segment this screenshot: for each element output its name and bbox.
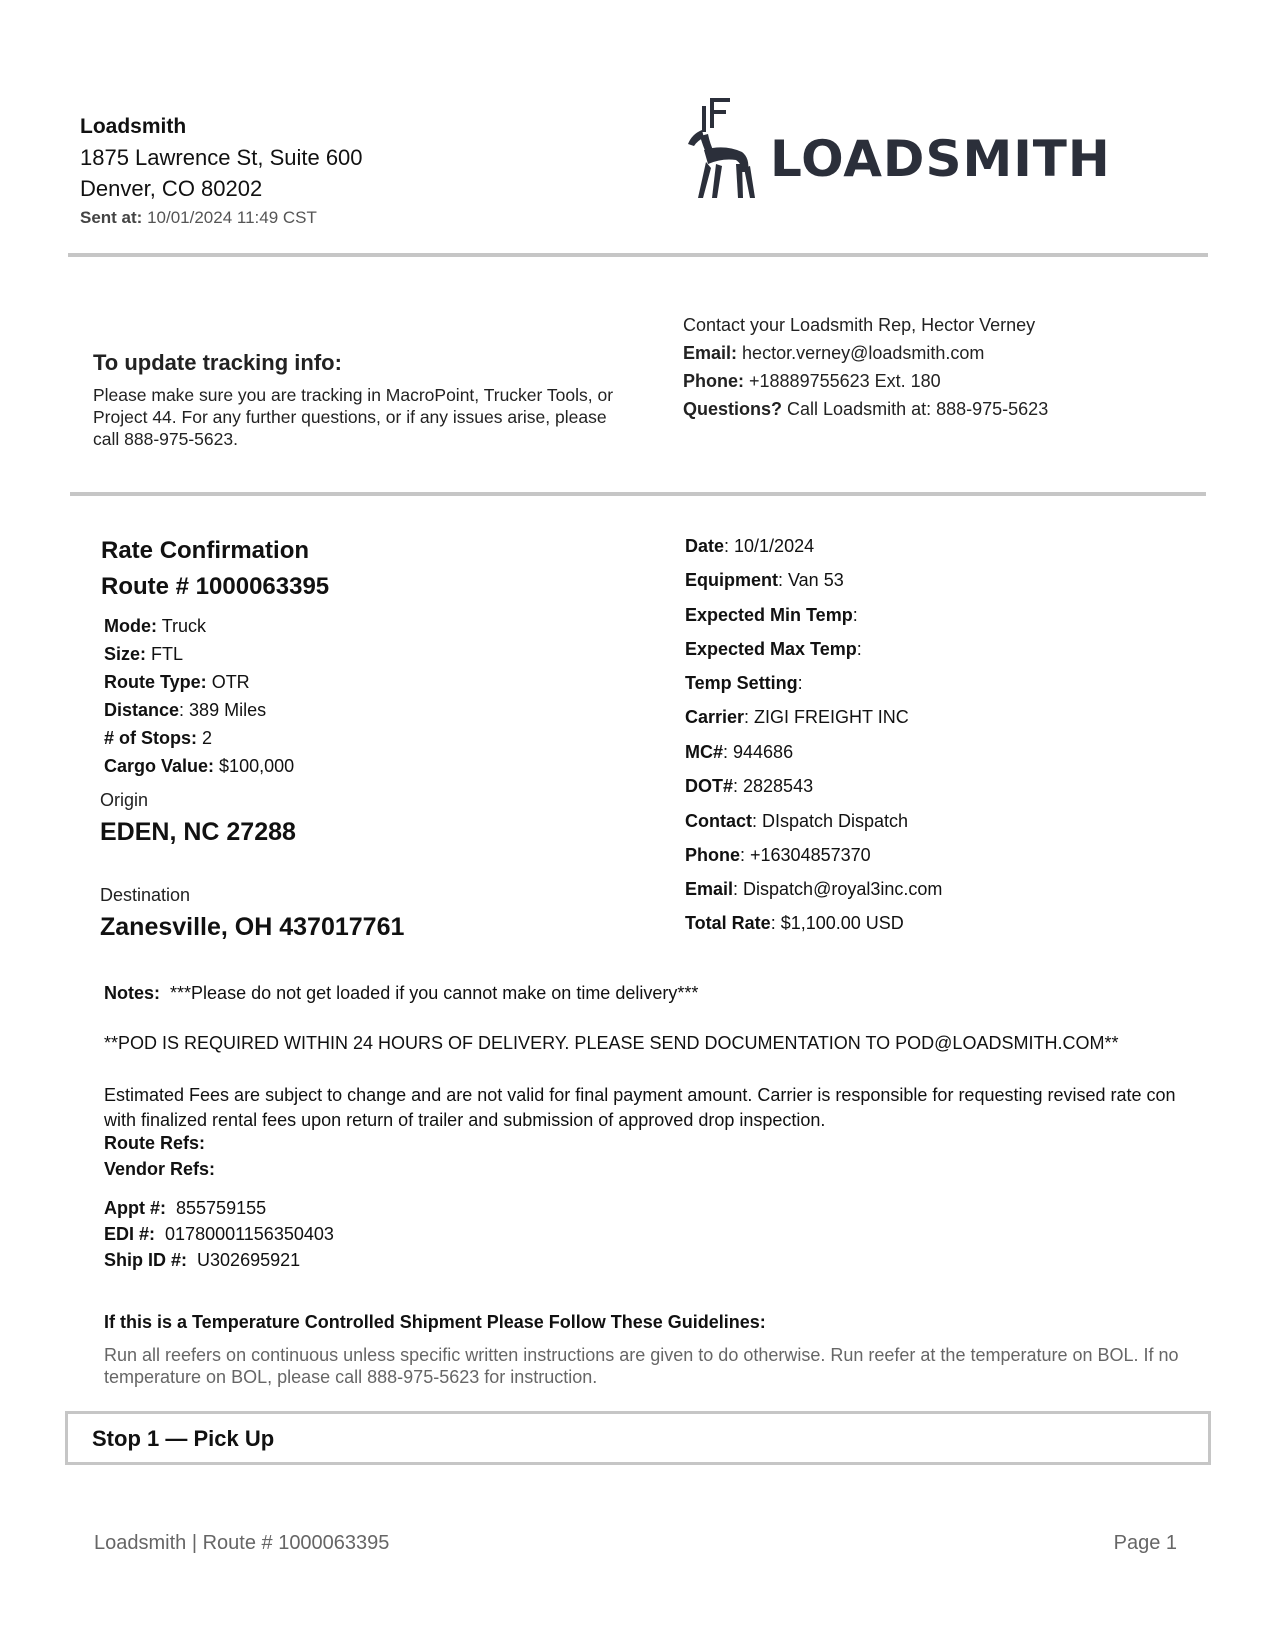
field-label: Expected Min Temp (685, 605, 853, 625)
field-cargo-value (104, 756, 294, 777)
field-label: Email (685, 879, 734, 899)
field-min-temp (685, 605, 858, 626)
contact-questions (683, 399, 1048, 420)
field-label: # of Stops: (104, 728, 197, 748)
ref-edi (104, 1224, 334, 1245)
sent-at-label: Sent at: (80, 208, 143, 227)
field-contact (685, 811, 908, 832)
notes-label: Notes: (104, 983, 161, 1003)
stag-icon (680, 92, 760, 202)
field-mc (685, 742, 793, 763)
footer-page-number: Page 1 (1113, 1532, 1177, 1554)
sent-at (80, 208, 317, 228)
temperature-text: Run all reefers on continuous unless specific written instructions are given to do otherwise. Run reefer at the temperature on BOL. If no temperature on BOL, please call 888-975-5623 for instruction. (104, 1345, 1179, 1387)
field-value: : Dispatch@royal3inc.com (733, 879, 943, 899)
field-value: OTR (211, 672, 250, 692)
field-value: : 944686 (723, 742, 794, 762)
stop-1-box (65, 1411, 1211, 1465)
field-label: Equipment (685, 570, 778, 590)
field-value: $100,000 (219, 756, 295, 776)
field-label: Date (685, 536, 725, 556)
notes-line1 (104, 983, 698, 1004)
field-date (685, 536, 814, 557)
notes-line3: Estimated Fees are subject to change and are not valid for final payment amount. Carrier is responsible for requesting revised rate con with finalized rental fees upon return of trailer and submission of approved drop inspection. (104, 1085, 1176, 1130)
temperature-heading: If this is a Temperature Controlled Shipment Please Follow These Guidelines: (104, 1312, 766, 1332)
field-label: Mode: (104, 616, 157, 636)
field-label: Size: (104, 644, 147, 664)
contact-questions-label: Questions? (683, 399, 783, 419)
field-label: Contact (685, 811, 752, 831)
field-value: : DIspatch Dispatch (752, 811, 909, 831)
field-value: : (856, 639, 862, 659)
company-address-line1: 1875 Lawrence St, Suite 600 (80, 145, 363, 170)
field-distance (104, 700, 266, 721)
contact-email-value[interactable]: hector.verney@loadsmith.com (742, 343, 985, 363)
field-temp-setting (685, 673, 803, 694)
route-refs-label: Route Refs: (104, 1133, 206, 1153)
company-address-line2: Denver, CO 80202 (80, 176, 263, 201)
field-phone (685, 845, 871, 866)
contact-phone-value: +18889755623 Ext. 180 (749, 371, 941, 391)
footer-route: Loadsmith | Route # 1000063395 (94, 1532, 390, 1554)
field-total-rate (685, 913, 904, 934)
field-carrier (685, 707, 909, 728)
field-label: Phone (685, 845, 741, 865)
field-label: DOT# (685, 776, 734, 796)
ref-ship-id (104, 1250, 300, 1271)
contact-intro: Contact your Loadsmith Rep, Hector Verney (683, 315, 1036, 335)
field-label: MC# (685, 742, 724, 762)
field-value: : 10/1/2024 (724, 536, 815, 556)
ref-appt (104, 1198, 266, 1219)
field-value: : 2828543 (733, 776, 814, 796)
route-number: Route # 1000063395 (101, 573, 330, 600)
destination-value: Zanesville, OH 437017761 (100, 913, 405, 941)
field-value: : +16304857370 (740, 845, 871, 865)
field-value: : (797, 673, 803, 693)
sent-at-value: 10/01/2024 11:49 CST (147, 208, 317, 227)
tracking-heading: To update tracking info: (93, 350, 342, 375)
ref-value: 01780001156350403 (165, 1224, 334, 1244)
ref-label: EDI #: (104, 1224, 156, 1244)
destination-label: Destination (100, 885, 191, 905)
contact-questions-value: Call Loadsmith at: 888-975-5623 (787, 399, 1049, 419)
field-value: : $1,100.00 USD (770, 913, 904, 933)
ref-value: U302695921 (197, 1250, 301, 1270)
field-value: : Van 53 (778, 570, 844, 590)
field-max-temp (685, 639, 862, 660)
field-label: Route Type: (104, 672, 207, 692)
origin-label: Origin (100, 790, 149, 810)
field-label: Temp Setting (685, 673, 798, 693)
field-value: Truck (161, 616, 207, 636)
field-dot (685, 776, 813, 797)
field-label: Distance (104, 700, 180, 720)
origin-value: EDEN, NC 27288 (100, 818, 296, 846)
field-value: : 389 Miles (179, 700, 267, 720)
field-label: Total Rate (685, 913, 771, 933)
notes-text: ***Please do not get loaded if you cannot make on time delivery*** (170, 983, 699, 1003)
field-label: Carrier (685, 707, 745, 727)
notes-line2: **POD IS REQUIRED WITHIN 24 HOURS OF DELIVERY. PLEASE SEND DOCUMENTATION TO POD@LOADSMITH.COM** (104, 1033, 1119, 1053)
ref-label: Appt #: (104, 1198, 166, 1218)
ref-value: 855759155 (176, 1198, 267, 1218)
section-divider (70, 492, 1206, 496)
logo-wordmark: LOADSMITH (770, 130, 1111, 188)
tracking-text: Please make sure you are tracking in MacroPoint, Trucker Tools, or Project 44. For any further questions, or if any issues arise, please call 888-975-5623. (93, 385, 614, 449)
contact-email (683, 343, 984, 364)
contact-email-label: Email: (683, 343, 738, 363)
field-mode (104, 616, 206, 637)
header-divider (68, 253, 1208, 257)
ref-label: Ship ID #: (104, 1250, 188, 1270)
contact-phone-label: Phone: (683, 371, 744, 391)
company-name: Loadsmith (80, 115, 187, 138)
rate-confirmation-title: Rate Confirmation (101, 537, 310, 564)
field-equipment (685, 570, 844, 591)
contact-phone (683, 371, 941, 392)
loadsmith-logo (680, 92, 1150, 202)
stop-1-heading: Stop 1 — Pick Up (92, 1426, 275, 1451)
field-value: 2 (202, 728, 213, 748)
field-email (685, 879, 942, 900)
field-label: Expected Max Temp (685, 639, 857, 659)
field-route-type (104, 672, 250, 693)
field-value: : (852, 605, 858, 625)
field-label: Cargo Value: (104, 756, 215, 776)
field-size (104, 644, 183, 665)
field-value: : ZIGI FREIGHT INC (744, 707, 909, 727)
field-value: FTL (151, 644, 184, 664)
vendor-refs-label: Vendor Refs: (104, 1159, 216, 1179)
field-stops (104, 728, 212, 749)
